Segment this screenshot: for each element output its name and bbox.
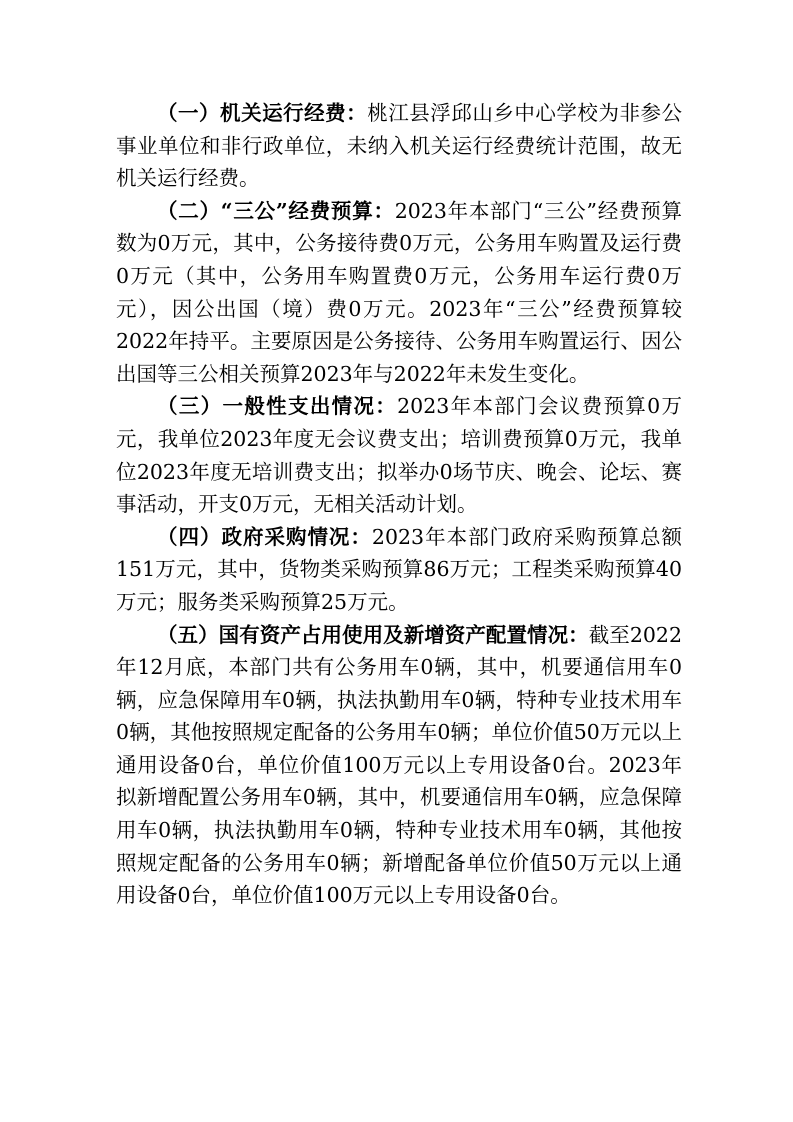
paragraph-government-procurement <box>116 521 682 619</box>
paragraph-state-assets <box>116 619 682 912</box>
paragraph-heading: （一）机关运行经费： <box>157 101 368 125</box>
paragraph-general-expenditure <box>116 390 682 520</box>
paragraph-heading: （三）一般性支出情况： <box>157 394 398 419</box>
paragraph-heading: （四）政府采购情况： <box>157 524 372 549</box>
paragraph-office-operating-expenses <box>116 97 682 195</box>
paragraph-body: 桃江县浮邱山乡中心学校为非参公事业单位和非行政单位，未纳入机关运行经费统计范围，故无机关运行经费。 <box>116 101 683 191</box>
paragraph-body: 2023年本部门政府采购预算总额151万元，其中，货物类采购预算86万元；工程类采购预算40万元；服务类采购预算25万元。 <box>116 524 682 614</box>
paragraph-body: 截至2022年12月底，本部门共有公务用车0辆，其中，机要通信用车0辆，应急保障用车0辆，执法执勤用车0辆，特种专业技术用车0辆，其他按照规定配备的公务用车0辆；单位价值50万元以上通用设备0台，单位价值100万元以上专用设备0台。2023年拟新增配置公务用车0辆，其中，机要通信用车0辆，应急保障用车0辆，执法执勤用车0辆，特种专业技术用车0辆，其他按照规定配备的公务用车0辆；新增配备单位价值50万元以上通用设备0台，单位价值100万元以上专用设备0台。 <box>116 622 683 908</box>
document-body <box>116 97 682 912</box>
paragraph-heading: （二）“三公”经费预算： <box>157 198 395 223</box>
paragraph-body: 2023年本部门会议费预算0万元，我单位2023年度无会议费支出；培训费预算0万元，我单位2023年度无培训费支出；拟举办0场节庆、晚会、论坛、赛事活动，开支0万元，无相关活动计划。 <box>116 394 682 517</box>
paragraph-three-public-expenses <box>116 195 682 391</box>
paragraph-heading: （五）国有资产占用使用及新增资产配置情况： <box>157 622 589 647</box>
paragraph-body: 2023年本部门“三公”经费预算数为0万元，其中，公务接待费0万元，公务用车购置及运行费0万元（其中，公务用车购置费0万元，公务用车运行费0万元），因公出国（境）费0万元。2023年“三公”经费预算较2022年持平。主要原因是公务接待、公务用车购置运行、因公出国等三公相关预算2023年与2022年未发生变化。 <box>116 198 682 386</box>
